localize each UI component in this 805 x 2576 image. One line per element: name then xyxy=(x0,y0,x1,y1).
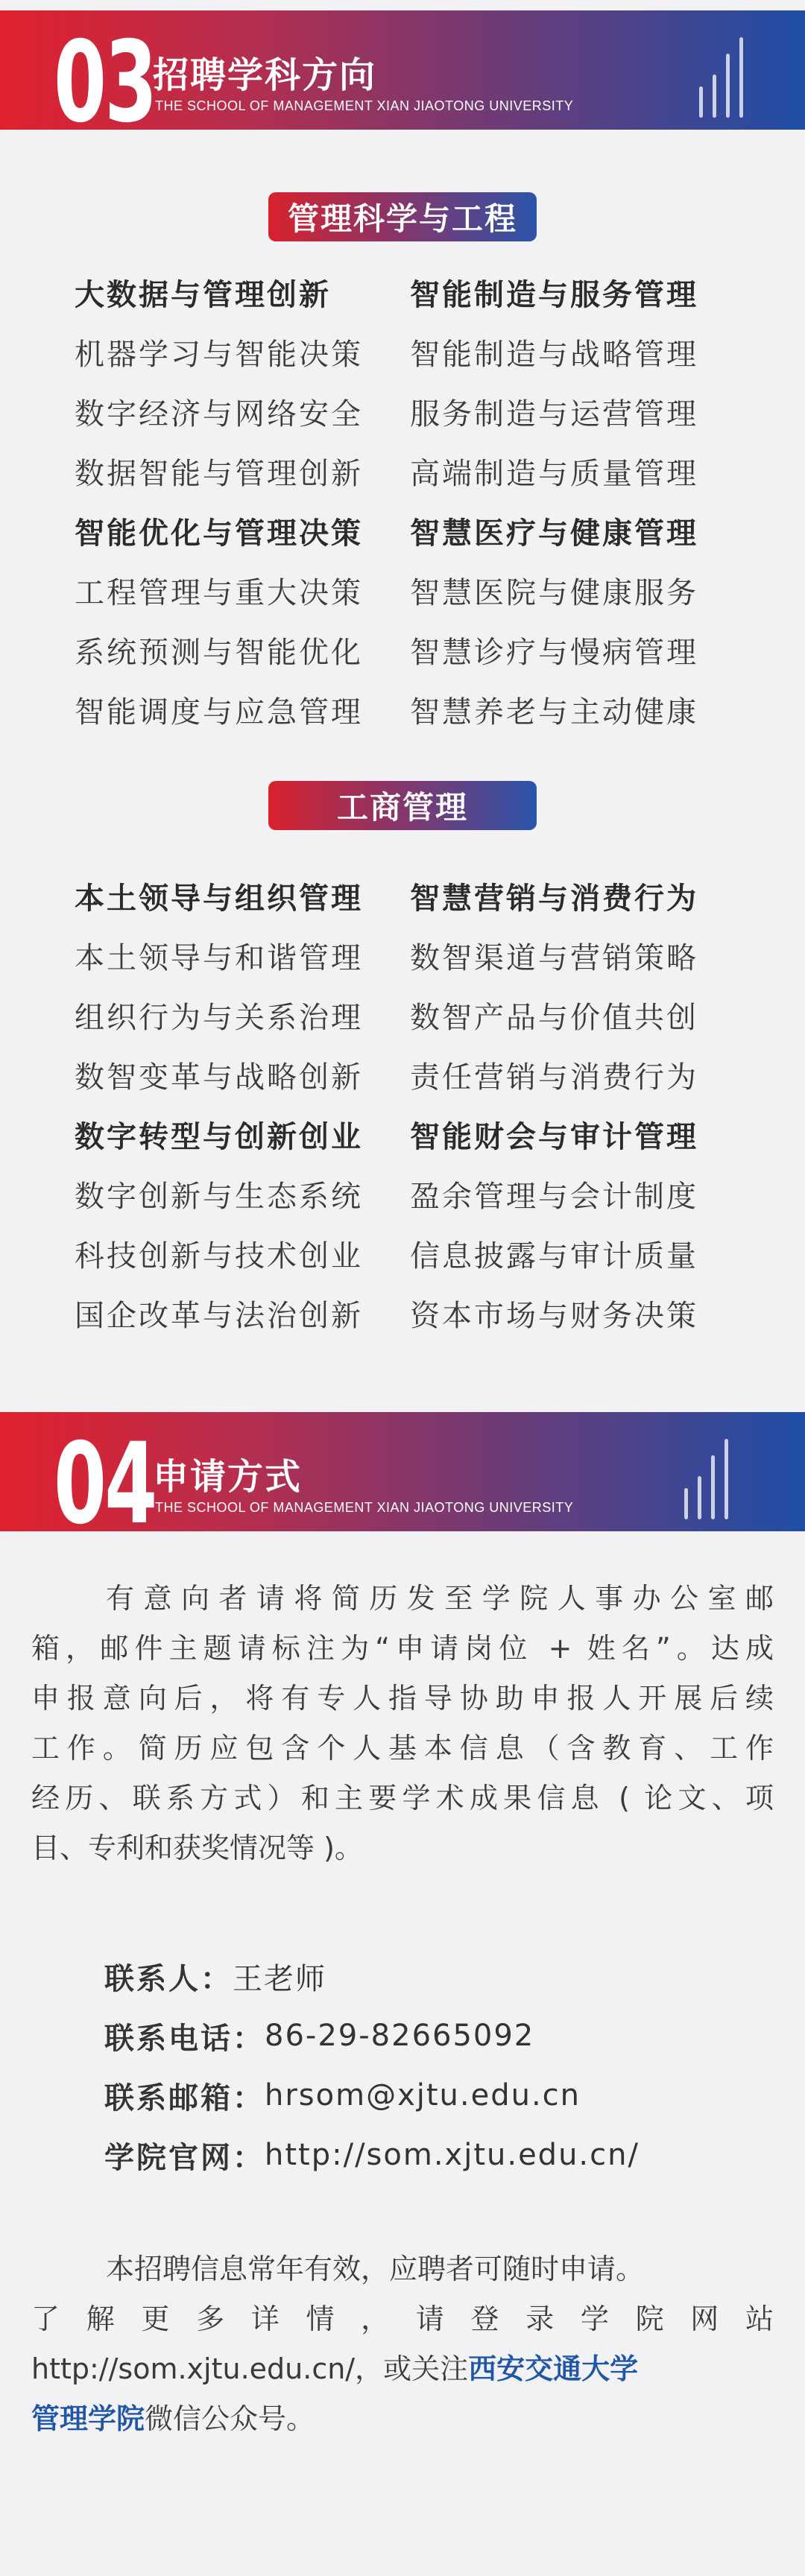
contact-website xyxy=(104,2125,775,2185)
discipline-right: 智能制造与战略管理 xyxy=(410,337,698,372)
discipline-row xyxy=(75,620,730,680)
section-number: 04 xyxy=(54,1420,156,1531)
contact-label: 联系人： xyxy=(104,1961,233,1996)
discipline-row xyxy=(75,1045,730,1104)
discipline-row xyxy=(75,441,730,501)
section-title: 申请方式 xyxy=(153,1456,303,1498)
discipline-row xyxy=(75,322,730,382)
apply-line: 有意向者请将简历发至学院人事办公室邮 xyxy=(106,1582,774,1615)
apply-line: 目、专利和获奖情况等 )。 xyxy=(31,1832,363,1864)
discipline-right: 智慧医院与健康服务 xyxy=(410,575,698,610)
email-address: hrsom@xjtu.edu.cn xyxy=(265,2078,581,2113)
group-heading-ba: 工商管理 xyxy=(268,781,537,830)
section-subtitle: THE SCHOOL OF MANAGEMENT XIAN JIAOTONG UNIVERSITY xyxy=(155,1500,574,1515)
discipline-right: 数智渠道与营销策略 xyxy=(410,940,698,975)
discipline-grid-mse xyxy=(75,262,730,739)
section-subtitle: THE SCHOOL OF MANAGEMENT XIAN JIAOTONG UNIVERSITY xyxy=(155,98,574,113)
apply-line: 工作。简历应包含个人基本信息（含教育、工作 xyxy=(31,1732,774,1765)
discipline-right: 智慧养老与主动健康 xyxy=(410,694,698,730)
apply-paragraph xyxy=(31,1574,774,1873)
website-link[interactable]: http://som.xjtu.edu.cn/ xyxy=(265,2138,640,2172)
discipline-right: 盈余管理与会计制度 xyxy=(410,1179,698,1214)
section-title: 招聘学科方向 xyxy=(153,54,377,96)
discipline-right: 数智产品与价值共创 xyxy=(410,1000,698,1035)
discipline-category-row xyxy=(75,1104,730,1164)
contact-label: 联系邮箱： xyxy=(104,2080,265,2115)
discipline-left: 数字经济与网络安全 xyxy=(75,396,363,431)
discipline-left: 本土领导与和谐管理 xyxy=(75,940,363,975)
contact-email xyxy=(104,2066,775,2125)
discipline-right: 高端制造与质量管理 xyxy=(410,456,698,491)
signal-bars-icon xyxy=(684,1437,751,1519)
closing-line xyxy=(31,2344,774,2394)
discipline-row xyxy=(75,985,730,1045)
discipline-right: 智能财会与审计管理 xyxy=(410,1119,698,1154)
closing-line: 本招聘信息常年有效，应聘者可随时申请。 xyxy=(106,2253,645,2285)
discipline-left: 大数据与管理创新 xyxy=(75,277,331,312)
discipline-right: 智能制造与服务管理 xyxy=(410,277,698,312)
discipline-left: 智能调度与应急管理 xyxy=(75,694,363,730)
discipline-row xyxy=(75,1164,730,1224)
contact-label: 学院官网： xyxy=(104,2140,265,2175)
discipline-left: 数字创新与生态系统 xyxy=(75,1179,363,1214)
discipline-right: 责任营销与消费行为 xyxy=(410,1060,698,1095)
signal-bars-icon xyxy=(699,36,766,118)
discipline-left: 系统预测与智能优化 xyxy=(75,635,363,670)
contact-person xyxy=(104,1946,775,2006)
discipline-right: 资本市场与财务决策 xyxy=(410,1298,698,1333)
website-link[interactable]: http://som.xjtu.edu.cn/，或关注 xyxy=(31,2352,469,2385)
school-name-highlight: 西安交通大学 xyxy=(468,2352,639,2385)
school-name-highlight: 管理学院 xyxy=(31,2402,145,2435)
apply-line: 箱，邮件主题请标注为“申请岗位 + 姓名”。达成 xyxy=(31,1632,774,1665)
discipline-category-row xyxy=(75,262,730,322)
discipline-left: 数智变革与战略创新 xyxy=(75,1060,363,1095)
discipline-row xyxy=(75,560,730,620)
discipline-row xyxy=(75,382,730,441)
discipline-row xyxy=(75,925,730,985)
closing-suffix: 微信公众号。 xyxy=(145,2402,315,2435)
phone-number: 86-29-82665092 xyxy=(265,2019,535,2053)
discipline-left: 智能优化与管理决策 xyxy=(75,516,363,551)
group-heading-mse: 管理科学与工程 xyxy=(268,192,537,241)
section-number: 03 xyxy=(54,18,156,130)
discipline-left: 科技创新与技术创业 xyxy=(75,1238,363,1273)
discipline-category-row xyxy=(75,866,730,925)
discipline-left: 国企改革与法治创新 xyxy=(75,1298,363,1333)
discipline-row xyxy=(75,680,730,739)
discipline-left: 本土领导与组织管理 xyxy=(75,881,363,916)
section-04-banner xyxy=(0,1412,805,1531)
discipline-right: 智慧医疗与健康管理 xyxy=(410,516,698,551)
discipline-left: 数据智能与管理创新 xyxy=(75,456,363,491)
discipline-left: 工程管理与重大决策 xyxy=(75,575,363,610)
contact-phone xyxy=(104,2006,775,2066)
contact-label: 联系电话： xyxy=(104,2021,265,2056)
discipline-right: 智慧诊疗与慢病管理 xyxy=(410,635,698,670)
contact-value: 王老师 xyxy=(233,1961,326,1996)
contact-list xyxy=(104,1946,775,2185)
closing-paragraph xyxy=(31,2244,774,2444)
apply-line: 申报意向后，将有专人指导协助申报人开展后续 xyxy=(31,1682,774,1715)
discipline-row xyxy=(75,1224,730,1283)
closing-line: 了解更多详情，请登录学院网站 xyxy=(31,2303,774,2335)
discipline-left: 组织行为与关系治理 xyxy=(75,1000,363,1035)
discipline-left: 机器学习与智能决策 xyxy=(75,337,363,372)
discipline-grid-ba xyxy=(75,866,730,1343)
discipline-right: 服务制造与运营管理 xyxy=(410,396,698,431)
apply-line: 经历、联系方式）和主要学术成果信息 ( 论文、项 xyxy=(31,1782,774,1814)
discipline-category-row xyxy=(75,501,730,560)
discipline-right: 智慧营销与消费行为 xyxy=(410,881,698,916)
discipline-right: 信息披露与审计质量 xyxy=(410,1238,698,1273)
section-03-banner xyxy=(0,10,805,130)
closing-line xyxy=(31,2394,774,2444)
discipline-left: 数字转型与创新创业 xyxy=(75,1119,363,1154)
discipline-row xyxy=(75,1283,730,1343)
